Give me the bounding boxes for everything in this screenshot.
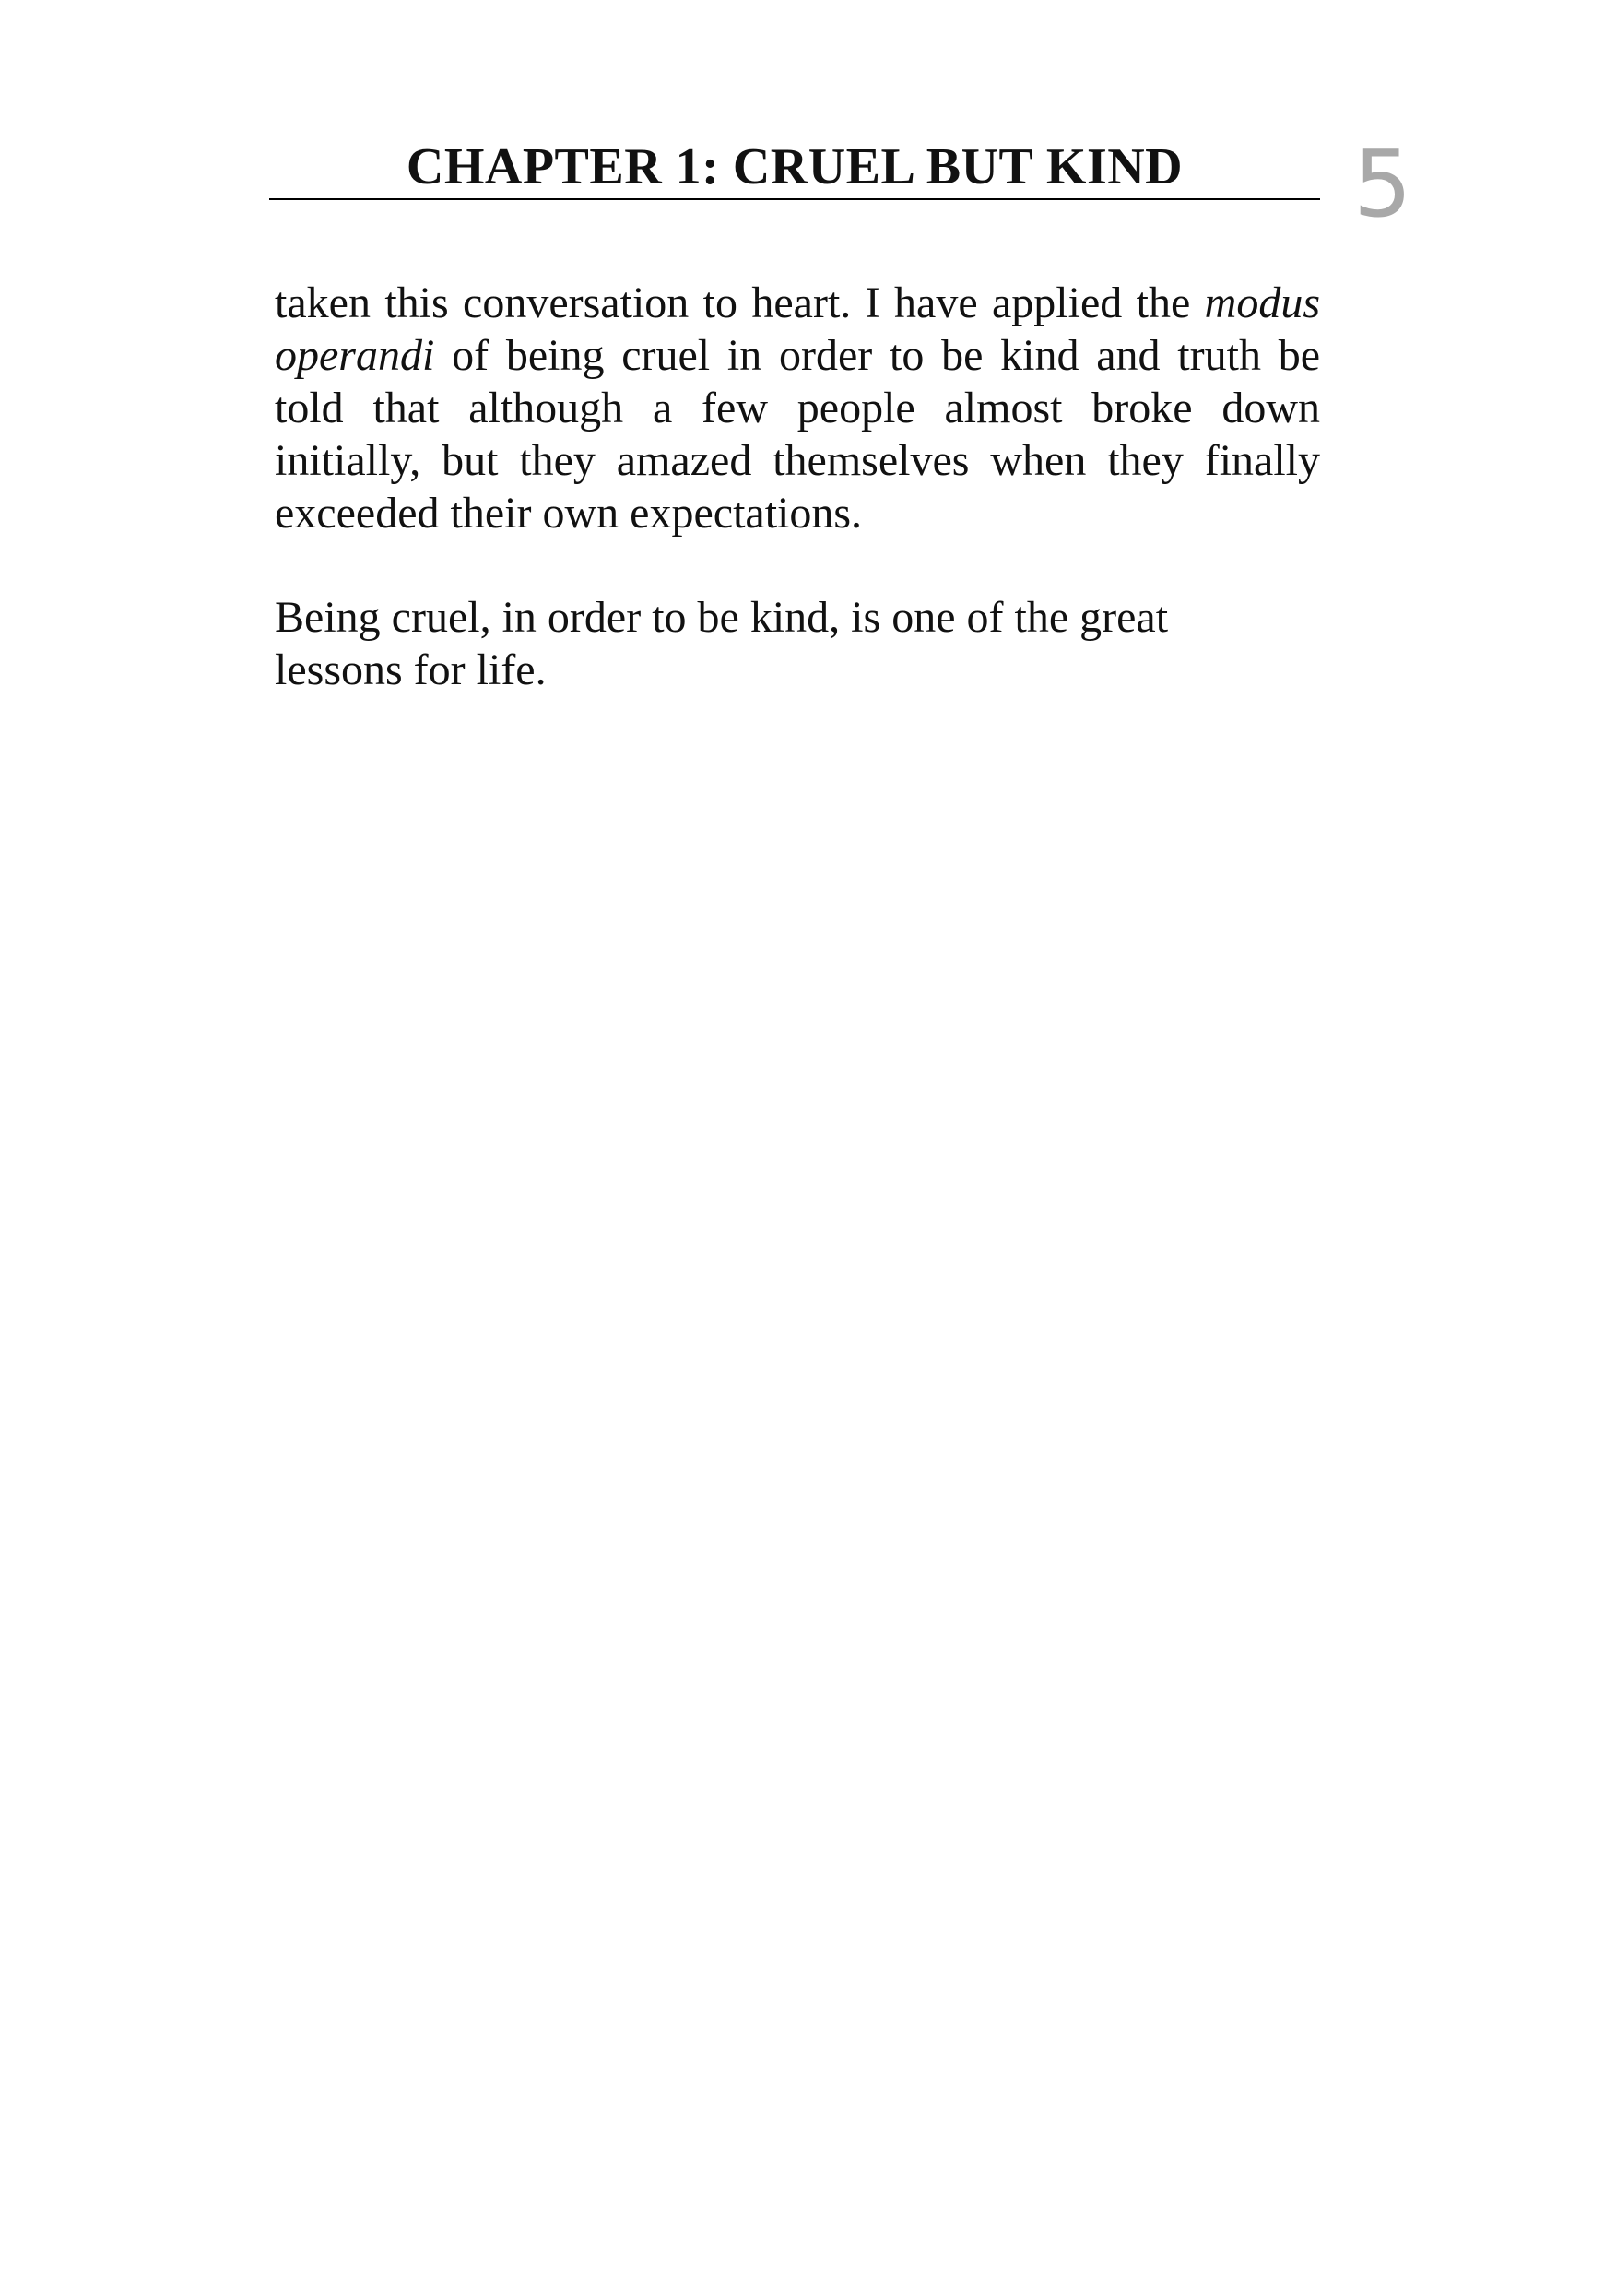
paragraph-1: [275, 277, 1320, 539]
running-head: [269, 136, 1320, 201]
paragraph-2: Being cruel, in order to be kind, is one of the great lessons for life.: [275, 593, 1169, 694]
chapter-title: CHAPTER 1: CRUEL BUT KIND: [406, 138, 1184, 195]
page-number: 5: [1353, 130, 1412, 238]
paragraph-1-text-start: taken this conversation to heart. I have applied the: [275, 278, 1205, 327]
paragraph-1-text-end: of being cruel in order to be kind and truth be told that although a few people almost broke down initially, but they amazed themselves when they finally exceeded their own expectations.: [275, 331, 1320, 538]
body-text: [275, 277, 1320, 696]
header-rule: [269, 198, 1320, 200]
paragraph-1-italic-phrase: modus operandi: [275, 278, 1320, 380]
